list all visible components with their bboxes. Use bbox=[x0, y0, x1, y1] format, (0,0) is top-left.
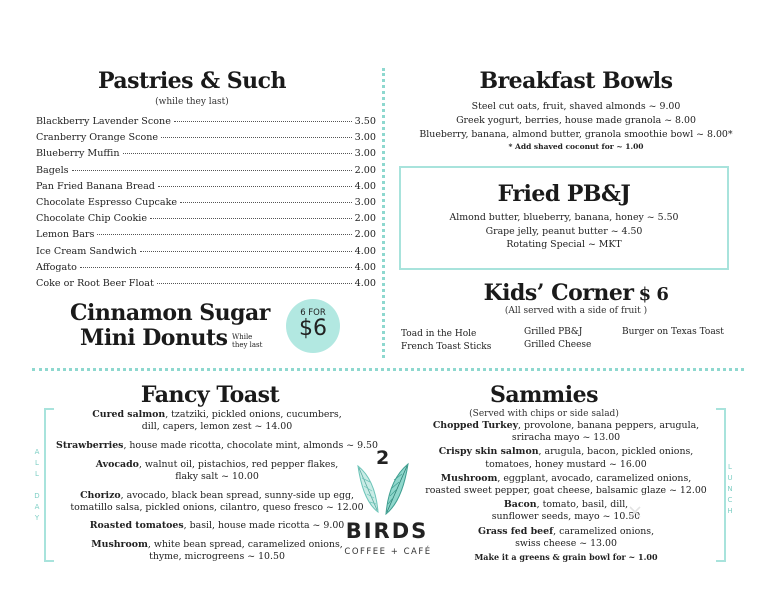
kids-heading bbox=[384, 280, 768, 306]
item-desc: , arugula, bacon, pickled onions, bbox=[538, 446, 694, 458]
sammies-subtitle: (Served with chips or side salad) bbox=[469, 409, 619, 419]
item-line1 bbox=[404, 499, 728, 511]
feather-right-icon bbox=[386, 464, 408, 514]
pastry-price: 4.00 bbox=[354, 277, 376, 289]
side-label-letter: D bbox=[34, 492, 42, 500]
item-name: Grass fed beef bbox=[477, 525, 554, 537]
pbj-lines bbox=[399, 211, 729, 252]
item-desc: , caramelized onions, bbox=[553, 525, 655, 537]
donuts-note-line1: While bbox=[232, 333, 253, 341]
sammies-note: Make it a greens & grain bowl for ~ 1.00 bbox=[474, 552, 658, 562]
item-line1 bbox=[404, 420, 728, 432]
breakfast-line: Blueberry, banana, almond butter, granola smoothie bowl ~ 8.00* bbox=[419, 128, 733, 140]
sammies-item bbox=[404, 526, 728, 550]
pastry-name: Pan Fried Banana Bread bbox=[36, 180, 155, 192]
pastry-price: 3.00 bbox=[354, 132, 376, 144]
item-line2: sriracha mayo ~ 13.00 bbox=[511, 432, 621, 444]
pastry-price: 2.00 bbox=[354, 164, 376, 176]
badge-top-text: 6 FOR bbox=[300, 308, 326, 318]
item-line1 bbox=[404, 446, 728, 458]
logo-number: 2 bbox=[376, 447, 390, 469]
side-label-letter: A bbox=[34, 448, 42, 456]
sammies-title: Sammies bbox=[490, 382, 598, 408]
toast-items bbox=[44, 409, 390, 570]
watermark-close-icon bbox=[628, 505, 642, 519]
dot-leader bbox=[72, 170, 352, 171]
donuts-price-badge bbox=[286, 299, 340, 353]
pastry-price: 3.00 bbox=[354, 196, 376, 208]
item-name: Bacon bbox=[503, 499, 537, 511]
kids-subtitle: (All served with a side of fruit ) bbox=[504, 306, 648, 316]
dot-leader bbox=[140, 251, 352, 252]
side-label-letter bbox=[33, 480, 43, 491]
pastry-price: 2.00 bbox=[354, 229, 376, 241]
sammies-item bbox=[404, 446, 728, 470]
side-label-letter: C bbox=[727, 496, 735, 504]
item-line1 bbox=[44, 520, 390, 532]
kids-item: Grilled PB&J bbox=[524, 327, 583, 337]
toast-item bbox=[44, 440, 390, 452]
dot-leader bbox=[158, 186, 352, 187]
breakfast-lines bbox=[384, 100, 768, 153]
breakfast-line: Greek yogurt, berries, house made granola ~ 8.00 bbox=[456, 114, 696, 126]
item-line1 bbox=[404, 526, 728, 538]
donuts-heading bbox=[70, 301, 270, 325]
toast-side-label bbox=[33, 447, 43, 524]
pastry-item bbox=[36, 197, 376, 213]
sammies-items bbox=[404, 420, 728, 552]
logo-tagline: COFFEE + CAFÉ bbox=[344, 547, 432, 557]
pbj-line: Almond butter, blueberry, banana, honey ~ 5.50 bbox=[449, 212, 679, 223]
pastries-title: Pastries & Such bbox=[97, 68, 287, 94]
item-line2: tomatillo salsa, pickled onions, cilantro, queso fresco ~ 12.00 bbox=[70, 501, 364, 513]
horizontal-divider bbox=[32, 368, 744, 371]
pastry-name: Chocolate Chip Cookie bbox=[36, 213, 148, 225]
pastry-item bbox=[36, 148, 376, 164]
donuts-note-line2: they last bbox=[232, 341, 263, 349]
item-name: Mushroom bbox=[440, 472, 498, 484]
side-label-letter: L bbox=[728, 463, 734, 471]
logo-name: BIRDS bbox=[345, 519, 429, 543]
pastries-list bbox=[36, 116, 376, 294]
breakfast-note: * Add shaved coconut for ~ 1.00 bbox=[508, 142, 644, 152]
pastry-item bbox=[36, 213, 376, 229]
side-label-letter: N bbox=[727, 485, 735, 493]
pastry-name: Lemon Bars bbox=[36, 229, 95, 241]
side-label-letter: L bbox=[35, 470, 41, 478]
toast-title: Fancy Toast bbox=[140, 382, 280, 408]
pastry-item bbox=[36, 246, 376, 262]
pastry-item bbox=[36, 262, 376, 278]
pbj-line: Grape jelly, peanut butter ~ 4.50 bbox=[485, 225, 643, 237]
item-desc: , walnut oil, pistachios, red pepper flakes, bbox=[138, 458, 339, 470]
item-desc: , tomato, basil, dill, bbox=[536, 499, 629, 511]
pastry-price: 3.00 bbox=[354, 148, 376, 160]
kids-item: Toad in the Hole bbox=[401, 329, 477, 339]
sammies-item bbox=[404, 420, 728, 444]
pastry-price: 4.00 bbox=[354, 261, 376, 273]
item-name: Avocado bbox=[95, 458, 139, 470]
item-name: Chopped Turkey bbox=[432, 420, 519, 431]
kids-title: Kids’ Corner bbox=[483, 280, 634, 306]
side-label-letter: H bbox=[727, 507, 735, 515]
item-line1 bbox=[44, 440, 390, 452]
item-line1 bbox=[44, 490, 390, 502]
pastry-name: Blackberry Lavender Scone bbox=[36, 116, 171, 127]
pastry-name: Cranberry Orange Scone bbox=[36, 132, 159, 144]
pastries-subtitle: (while they last) bbox=[155, 97, 229, 107]
item-line1 bbox=[404, 473, 728, 485]
dot-leader bbox=[161, 137, 352, 138]
pastry-item bbox=[36, 229, 376, 245]
pbj-line: Rotating Special ~ MKT bbox=[506, 239, 622, 250]
item-line2: thyme, microgreens ~ 10.50 bbox=[149, 551, 285, 563]
item-line1 bbox=[44, 409, 390, 421]
dot-leader bbox=[80, 267, 352, 268]
pbj-title: Fried PB&J bbox=[497, 181, 631, 207]
pastry-price: 4.00 bbox=[354, 180, 376, 192]
side-label-letter: L bbox=[35, 459, 41, 467]
item-line1 bbox=[44, 459, 390, 471]
toast-item bbox=[44, 409, 390, 433]
item-desc: , avocado, black bean spread, sunny-side up egg, bbox=[120, 489, 354, 501]
toast-item bbox=[44, 490, 390, 514]
pastry-name: Ice Cream Sandwich bbox=[36, 245, 137, 257]
item-line2: tomatoes, honey mustard ~ 16.00 bbox=[485, 458, 647, 470]
sammies-item bbox=[404, 499, 728, 523]
item-desc: , eggplant, avocado, caramelized onions, bbox=[497, 472, 692, 484]
donuts-line1: Cinnamon Sugar bbox=[70, 300, 270, 326]
kids-item: Grilled Cheese bbox=[524, 340, 592, 350]
pastry-price: 4.00 bbox=[354, 245, 376, 257]
toast-item bbox=[44, 459, 390, 483]
side-label-letter: Y bbox=[34, 514, 42, 522]
pastry-price: 2.00 bbox=[354, 213, 376, 225]
item-desc: , tzatziki, pickled onions, cucumbers, bbox=[165, 409, 342, 420]
item-line2: dill, capers, lemon zest ~ 14.00 bbox=[141, 421, 293, 433]
dot-leader bbox=[150, 218, 352, 219]
breakfast-line: Steel cut oats, fruit, shaved almonds ~ 9.00 bbox=[471, 101, 681, 112]
pastry-name: Affogato bbox=[36, 261, 77, 273]
badge-price-text: $6 bbox=[299, 316, 327, 341]
dot-leader bbox=[174, 121, 352, 122]
pastry-name: Bagels bbox=[36, 164, 69, 176]
breakfast-title: Breakfast Bowls bbox=[479, 68, 673, 94]
item-name: Cured salmon bbox=[92, 409, 166, 420]
item-name: Chorizo bbox=[80, 489, 121, 501]
dot-leader bbox=[180, 202, 352, 203]
side-label-letter: U bbox=[727, 474, 735, 482]
toast-item bbox=[44, 520, 390, 532]
pastry-item bbox=[36, 165, 376, 181]
donuts-note bbox=[232, 333, 262, 349]
pastry-name: Blueberry Muffin bbox=[36, 148, 120, 160]
item-line2: sunflower seeds, mayo ~ 10.50 bbox=[491, 511, 641, 523]
item-name: Crispy skin salmon bbox=[438, 446, 539, 458]
donuts-heading-line2 bbox=[80, 325, 228, 351]
item-desc: , white bean spread, caramelized onions, bbox=[147, 539, 343, 551]
pastry-price: 3.50 bbox=[354, 116, 376, 127]
feather-icon bbox=[350, 460, 416, 518]
pastry-name: Chocolate Espresso Cupcake bbox=[36, 196, 178, 208]
kids-item: Burger on Texas Toast bbox=[622, 327, 724, 337]
item-desc: , house made ricotta, chocolate mint, almonds ~ 9.50 bbox=[123, 439, 378, 451]
pastry-item bbox=[36, 116, 376, 132]
item-name: Mushroom bbox=[91, 539, 148, 551]
dot-leader bbox=[123, 153, 352, 154]
side-label-letter: A bbox=[34, 503, 42, 511]
item-line2: swiss cheese ~ 13.00 bbox=[515, 537, 617, 549]
pastry-item bbox=[36, 278, 376, 294]
item-desc: , provolone, banana peppers, arugula, bbox=[518, 420, 700, 431]
dot-leader bbox=[97, 234, 351, 235]
pastry-name: Coke or Root Beer Float bbox=[36, 277, 154, 289]
feather-left-icon bbox=[358, 466, 378, 512]
item-name: Strawberries bbox=[56, 439, 124, 451]
item-line2: flaky salt ~ 10.00 bbox=[175, 470, 259, 482]
pastry-item bbox=[36, 181, 376, 197]
donuts-line2: Mini Donuts bbox=[80, 325, 228, 351]
sammies-item bbox=[404, 473, 728, 497]
item-name: Roasted tomatoes bbox=[89, 520, 184, 532]
pastry-item bbox=[36, 132, 376, 148]
dot-leader bbox=[157, 283, 352, 284]
kids-price: $ 6 bbox=[638, 284, 669, 305]
kids-item: French Toast Sticks bbox=[401, 342, 492, 352]
item-desc: , basil, house made ricotta ~ 9.00 bbox=[183, 520, 345, 532]
item-line2: roasted sweet pepper, goat cheese, balsamic glaze ~ 12.00 bbox=[425, 485, 707, 497]
